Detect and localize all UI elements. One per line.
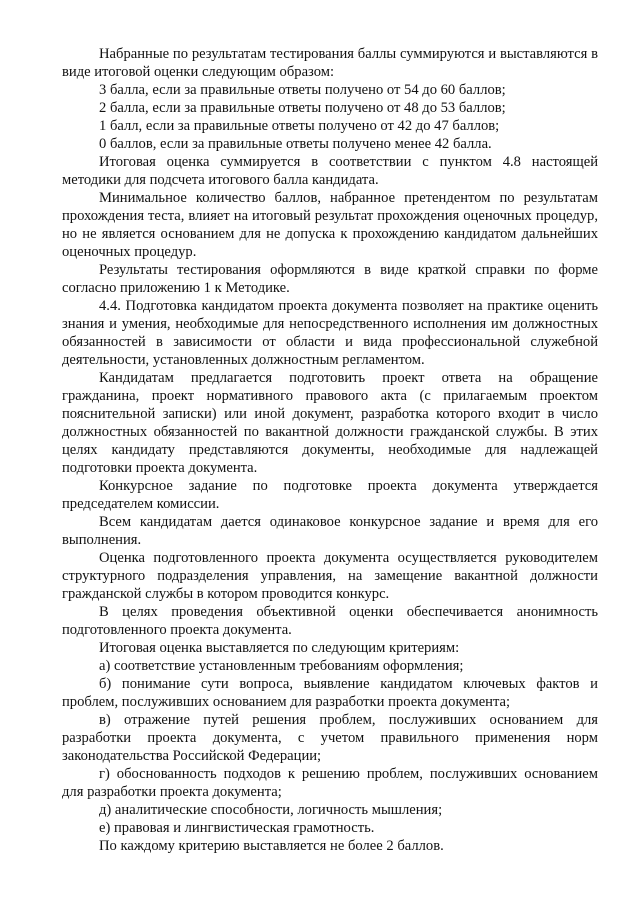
paragraph-score-1: 1 балл, если за правильные ответы получено от 42 до 47 баллов; <box>99 118 500 134</box>
paragraph-criteria-intro: Итоговая оценка выставляется по следующим критериям: <box>99 640 460 656</box>
paragraph-score-0: 0 баллов, если за правильные ответы получено менее 42 балла. <box>99 136 492 152</box>
criterion-c: в) отражение путей решения проблем, послуживших основанием для разработки проекта документа, с учетом правильного применения норм законодательства Российской Федерации; <box>62 712 598 764</box>
paragraph-candidate-task: Кандидатам предлагается подготовить проект ответа на обращение гражданина, проект нормативного правового акта (с прилагаемым проектом пояснительной записки) или иной документ, разработка которого входит в число должностных обязанностей по вакантной должности гражданской службы. В этих целях кандидату представляются документы, необходимые для надлежащей подготовки проекта документа. <box>62 370 598 476</box>
paragraph-task-approval: Конкурсное задание по подготовке проекта документа утверждается председателем комиссии. <box>62 478 598 512</box>
criterion-d: г) обоснованность подходов к решению проблем, послуживших основанием для разработки проекта документа; <box>62 766 598 800</box>
paragraph-section-4-4: 4.4. Подготовка кандидатом проекта документа позволяет на практике оценить знания и умения, необходимые для непосредственного исполнения им должностных обязанностей в зависимости от области и вида профессиональной служебной деятельности, установленных должностным регламентом. <box>62 298 598 368</box>
paragraph-same-task: Всем кандидатам дается одинаковое конкурсное задание и время для его выполнения. <box>62 514 598 548</box>
criterion-b: б) понимание сути вопроса, выявление кандидатом ключевых фактов и проблем, послуживших основанием для разработки проекта документа; <box>62 676 598 710</box>
criterion-a: а) соответствие установленным требованиям оформления; <box>99 658 464 674</box>
paragraph-final-score: Итоговая оценка суммируется в соответствии с пунктом 4.8 настоящей методики для подсчета итогового балла кандидата. <box>62 154 598 188</box>
paragraph-score-3: 3 балла, если за правильные ответы получено от 54 до 60 баллов; <box>99 82 506 98</box>
paragraph-evaluation: Оценка подготовленного проекта документа осуществляется руководителем структурного подразделения управления, на замещение вакантной должности гражданской службы в котором проводится конкурс. <box>62 550 598 602</box>
paragraph-score-2: 2 балла, если за правильные ответы получено от 48 до 53 баллов; <box>99 100 506 116</box>
paragraph-max-score: По каждому критерию выставляется не более 2 баллов. <box>99 838 444 854</box>
document-body <box>62 45 598 855</box>
criterion-e: д) аналитические способности, логичность мышления; <box>99 802 443 818</box>
criterion-f: е) правовая и лингвистическая грамотность. <box>99 820 375 836</box>
paragraph-scoring-intro: Набранные по результатам тестирования баллы суммируются и выставляются в виде итоговой оценки следующим образом: <box>62 46 598 80</box>
paragraph-test-results: Результаты тестирования оформляются в виде краткой справки по форме согласно приложению 1 к Методике. <box>62 262 598 296</box>
paragraph-minimum-score: Минимальное количество баллов, набранное претендентом по результатам прохождения теста, влияет на итоговый результат прохождения оценочных процедур, но не является основанием для не допуска к прохождению кандидатом дальнейших оценочных процедур. <box>62 190 598 260</box>
paragraph-anonymity: В целях проведения объективной оценки обеспечивается анонимность подготовленного проекта документа. <box>62 604 598 638</box>
